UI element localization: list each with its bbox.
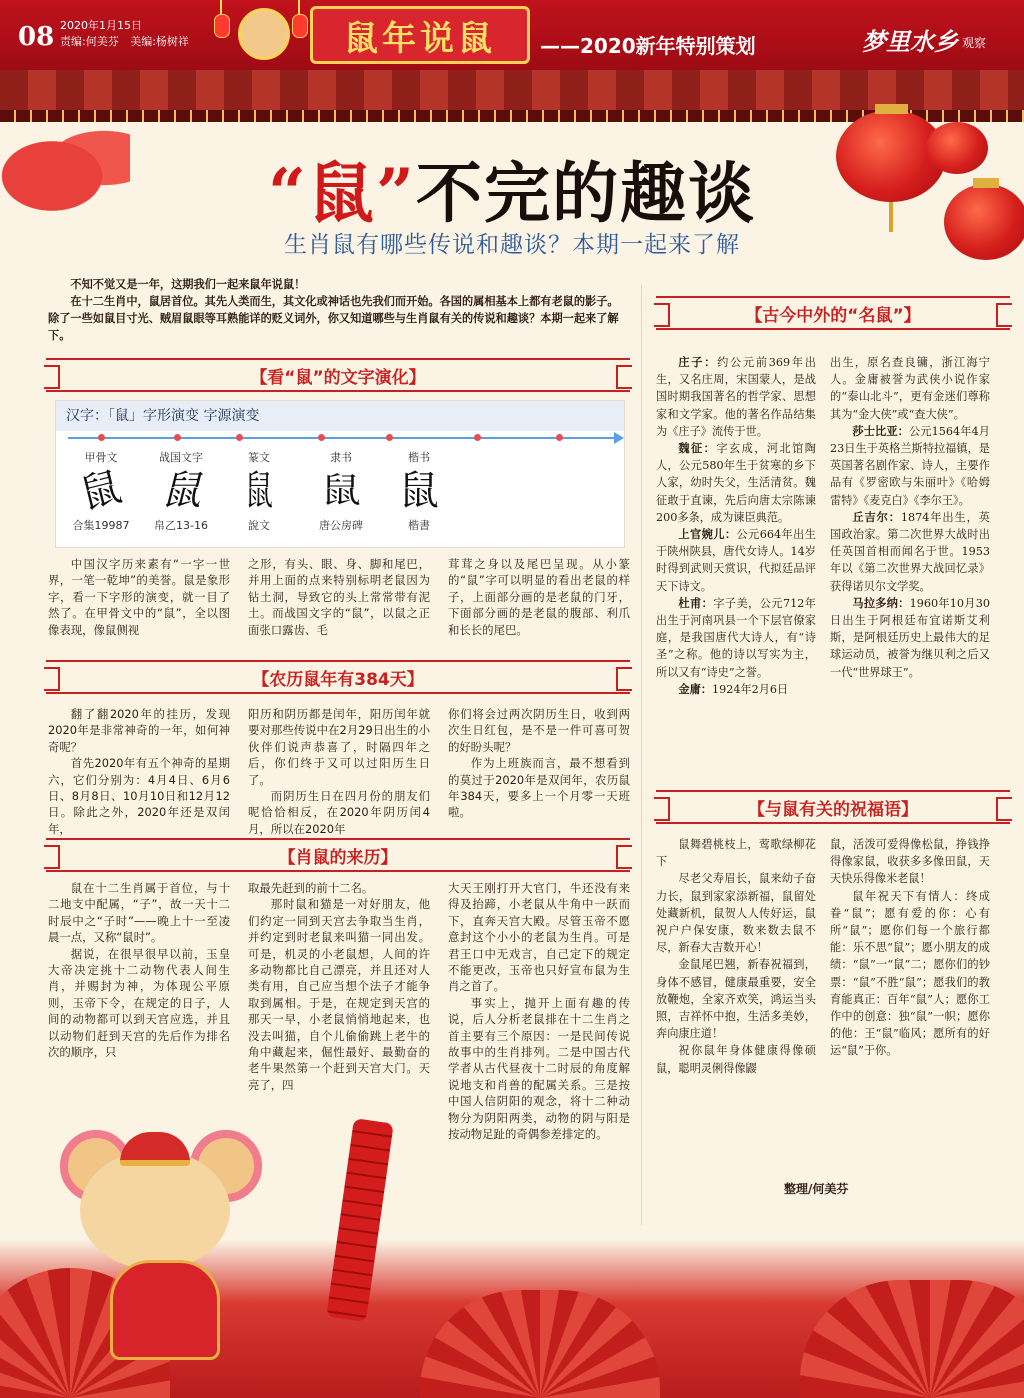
timeline-dot [174,434,181,441]
article-column [248,706,430,837]
paragraph: 中国汉字历来素有“一字一世界，一笔一乾坤”的美誉。鼠是象形字，看一下字形的演变，就一目了然了。在甲骨文中的“鼠”，全以图像表现，像鼠侧视 [48,557,230,637]
paragraph: 据说，在很早很早以前，玉皇大帝决定挑十二动物代表人间生肖，并赐封为神，为体现公平原则，玉帝下令，在规定的日子，人间的动物都可以到天宫应选，并且以动物们赶到天宫的先后作为排名次的顺序，只 [48,946,230,1060]
intro-paragraphs [48,276,628,344]
famous-people-left [656,354,816,698]
person-name: 上官婉儿： [678,527,737,542]
person-entry [830,595,990,681]
person-bio: 字子美，公元712年出生于河南巩县一个下层官僚家庭，是我国唐代大诗人，有“诗圣”之称。他的诗以写实为主，所以又有“诗史”之誉。 [656,596,816,679]
evolution-stage [374,449,464,533]
brand-logo: 梦里水乡 [862,27,958,56]
evolution-stage [214,449,304,533]
stage-glyph: 鼠 [321,471,361,511]
stage-glyph: 鼠 [76,463,126,519]
person-entry [656,440,816,526]
mouse-hat [120,1132,190,1166]
small-lantern-icon [292,0,306,44]
evolution-stage [136,449,226,533]
figure-caption: 汉字：「鼠」字形演变 字源演变 [56,401,624,431]
timeline-dot [98,434,105,441]
stage-name: 战国文字 [159,451,203,464]
mouse-body [110,1260,220,1360]
article-column [448,556,630,638]
stage-glyph: 鼠 [245,468,273,514]
paragraph: 茸茸之身以及尾巴呈现。从小篆的“鼠”字可以明显的看出老鼠的样子，上面部分画的是老鼠的门牙，下面部分画的是老鼠的腹部、利爪和长长的尾巴。 [448,557,630,637]
intro-paragraph: 不知不觉又是一年，这期我们一起来鼠年说鼠！ [70,278,306,291]
blessing: 鼠舞碧桃枝上，莺歌绿柳花下 [656,838,816,869]
section-heading-384-days [46,660,630,694]
article-column [248,556,430,638]
section-title: 【肖鼠的来历】 [271,843,406,868]
paragraph: 取最先赶到的前十二名。 [248,881,374,895]
article-column [48,556,230,638]
stage-source: 楷書 [408,519,430,532]
stage-name: 隶书 [330,451,352,464]
paragraph: 大天王刚打开大官门，牛还没有来得及抬蹄，小老鼠从牛角中一跃而下，直奔天宫大殿。尽管玉帝不愿意封这个小小的老鼠为生肖。可是君王口中无戏言，自己定下的规定不能更改，玉帝也只好宣布鼠为生肖之首了。 [448,881,630,994]
blessings-right [830,836,990,1060]
stage-name: 甲骨文 [84,451,118,464]
person-entry [656,354,816,440]
section-title: 【古今中外的“名鼠”】 [737,301,928,326]
person-name: 莎士比亚： [852,423,909,438]
paragraph: 鼠在十二生肖属于首位，与十二地支中配属，“子”，故一天十二时辰中之“子时”——晚上十一至凌晨一点，又称“鼠时”。 [48,881,230,945]
article-column [48,880,230,1060]
person-name: 马拉多纳： [852,595,910,610]
paragraph: 你们将会过两次阴历生日，收到两次生日红包，是不是一件可喜可贺的好盼头呢？ [448,707,630,754]
timeline-dot [236,434,243,441]
section-subtitle: ——2020新年特别策划 [540,34,756,58]
stage-glyph: 鼠 [161,468,201,514]
blessing: 鼠，活泼可爱得像松鼠，挣钱挣得像家鼠，收获多多像田鼠，天天快乐得像米老鼠！ [830,838,990,886]
stage-name: 篆文 [248,451,270,464]
person-bio: 公元1564年4月23日生于英格兰斯特拉福镇，是英国著名剧作家、诗人，主要作品有《罗密欧与朱丽叶》《哈姆雷特》《麦克白》《李尔王》。 [830,424,990,507]
section-title: 【农历鼠年有384天】 [244,665,432,690]
mouse-head [80,1150,230,1270]
section-heading-famous-rats [656,296,1010,330]
person-name: 杜甫： [678,595,714,610]
article-column [448,706,630,821]
person-bio: 约公元前369年出生，又名庄周，宋国蒙人，是战国时期我国著名的哲学家、思想家和文学家。他的著名作品结集为《庄子》流传于世。 [656,356,816,438]
section-heading-origin [46,838,630,872]
page-number: 08 [18,22,55,52]
intro-paragraph: 在十二生肖中，鼠居首位。其先人类而生，其文化或神话也先我们而开始。各国的属相基本上都有老鼠的影子。除了一些如鼠目寸光、贼眉鼠眼等耳熟能详的贬义词外，你又知道哪些与生肖鼠有关的传说和趣谈？本期一起来了解下。 [48,295,619,342]
headline-quote: “鼠” [268,154,416,232]
stage-source: 唐公房碑 [319,519,363,532]
small-lantern-icon [214,0,228,44]
timeline-dot [386,434,393,441]
headline-rest: 不完的趣谈 [415,154,756,232]
mouse-mascot-icon [238,8,290,60]
section-heading-blessings [656,790,1010,824]
stage-glyph: 鼠 [399,468,439,514]
stage-source: 說文 [248,519,270,532]
paragraph: 那时鼠和猫是一对好朋友，他们约定一同到天宫去争取当生肖，并约定到时老鼠来叫猫一同出发。可是，机灵的小老鼠想，人间的许多动物都比自己漂亮，并且还对人类有用，自己应当想个法子才能争取到属相。于是，在规定到天宫的那天一早，小老鼠悄悄地起来，也没去叫猫，自个儿偷偷跳上老牛的角中藏起来，倔性最好、最勤奋的老牛果然第一个赶到天宫大门。天亮了，四 [248,897,430,1092]
issue-date: 2020年1月15日 [60,19,142,32]
section-banner [310,6,530,64]
blessings-left [656,836,816,1077]
blessing: 鼠年祝天下有情人：终成眷“鼠”；愿有爱的你：心有所“鼠”；愿你们每一个旅行都能：乐不思“鼠”；愿小朋友的成绩：“鼠”一“鼠”二；愿你们的钞票：“鼠”不胜“鼠”；愿我们的教育能真正：百年“鼠”人；愿你工作中的创意：独“鼠”一帜；愿你的他：王“鼠”临风；愿所有的好运“鼠”于你。 [830,889,990,1058]
timeline-dot [318,434,325,441]
headline-deck: 生肖鼠有哪些传说和趣谈？本期一起来了解 [284,232,740,258]
blessing: 尽老父寿眉长，鼠来幼子奋力长，鼠到家家添新福，鼠留处处藏新机，鼠贺人人传好运，鼠祝户户保安康，数来数去鼠不尽，新春大吉数开心！ [656,872,816,955]
page-meta [60,18,189,50]
headline [0,140,1024,235]
paragraph: 翻了翻2020年的挂历，发现2020年是非常神奇的一年，如何神奇呢？ [48,707,230,754]
article-column [448,880,630,1143]
person-bio: 公元664年出生于陕州陕县，唐代女诗人。14岁时得到武则天赏识，代拟廷品评天下诗文。 [656,528,816,593]
timeline-arrow [68,437,618,439]
art-editor: 美编:杨树祥 [130,35,189,48]
person-entry [830,509,990,595]
famous-people-right [830,354,990,681]
editor-credits [60,34,189,50]
person-entry [656,595,816,681]
article-column [48,706,230,837]
person-entry [656,526,816,595]
section-title: 【与鼠有关的祝福语】 [740,795,926,820]
paragraph: 首先2020年有五个神奇的星期六，它们分别为：4月4日、6月6日、8月8日、10月10日和12月12日。除此之外，2020年还是双闰年， [48,756,230,836]
stage-source: 帛乙13-16 [154,519,208,532]
person-entry [830,354,990,423]
character-evolution-figure [55,400,625,548]
section-title: 【看“鼠”的文字演化】 [242,363,433,388]
page-header [0,0,1024,70]
brand-tag: 观察 [962,36,987,50]
person-entry [830,423,990,509]
evolution-stage [296,449,386,533]
column-divider [641,285,642,1225]
evolution-stage [56,449,146,533]
person-entry [656,681,816,698]
person-name: 魏征： [678,441,717,456]
paragraph: 事实上，抛开上面有趣的传说，后人分析老鼠排在十二生肖之首主要有三个原因：一是民间传说故事中的生肖排列。二是中国古代学者从古代昼夜十二时辰的角度解说地支和肖兽的配属关系。三是按中国人信阴阳的观念，将十二种动物分为阴阳两类，动物的阴与阳是按动物足趾的奇偶参差排定的。 [448,995,630,1142]
person-name: 丘吉尔： [852,509,901,524]
person-bio: 1874年出生，英国政治家。第二次世界大战时出任英国首相而闻名于世。1953年以《第二次世界大战回忆录》获得诺贝尔文学奖。 [830,510,990,593]
editor: 责编:何美芬 [60,35,119,48]
mouse-mascot-illustration [40,1110,280,1370]
person-bio: 1960年10月30日出生于阿根廷布宜诺斯艾利斯，是阿根廷历史上最伟大的足球运动员，被誉为继贝利之后又一代“世界球王”。 [830,596,990,679]
person-name: 庄子： [678,355,718,369]
paragraph: 之形，有头、眼、身、脚和尾巴，并用上面的点来特别标明老鼠因为钻土洞，导致它的头上常常带有泥土。而战国文字的“鼠”，以鼠之正面张口露齿、毛 [248,557,430,637]
blessing: 祝你鼠年身体健康得像硕鼠，聪明灵俐得像鼹 [656,1044,816,1075]
stage-source: 合集19987 [72,519,130,532]
section-name: 鼠年说鼠 [344,18,496,59]
paragraph: 而阴历生日在四月份的朋友们呢恰恰相反，在2020年阴历闰4月，所以在2020年 [248,789,430,836]
headline-text [268,154,756,232]
person-bio: 1924年2月6日 [711,682,789,696]
person-name: 金庸： [678,681,712,696]
paragraph: 作为上班族而言，最不想看到的莫过于2020年是双闰年，农历鼠年384天，要多上一个月零一天班啦。 [448,756,630,820]
timeline-dot [556,434,563,441]
compiler-credit: 整理/何美芬 [784,1182,849,1196]
timeline-dot [474,434,481,441]
person-bio: 出生，原名查良镛，浙江海宁人。金庸被誉为武侠小说作家的“泰山北斗”，更有金迷们尊称其为“金大侠”或“查大侠”。 [830,356,990,421]
article-column [248,880,430,1093]
paragraph: 阳历和阴历都是闰年，阳历闰年就要对那些传说中在2月29日出生的小伙伴们说声恭喜了，时隔四年之后，你们终于又可以过阳历生日了。 [248,707,430,787]
blessing: 金鼠尾巴翘，新春祝福到，身体不感冒，健康最重要，安全放鞭炮，全家齐欢笑，鸿运当头照，吉祥怀中抱，生活多美妙，奔向康庄道！ [656,958,816,1041]
stage-name: 楷书 [408,451,430,464]
section-heading-evolution [46,358,630,392]
person-bio: 字玄成，河北馆陶人，公元580年生于贫寒的乡下人家，幼时失父，生活清贫。魏征敢于直谏，先后向唐太宗陈谏200多条，成为谏臣典范。 [656,442,816,524]
